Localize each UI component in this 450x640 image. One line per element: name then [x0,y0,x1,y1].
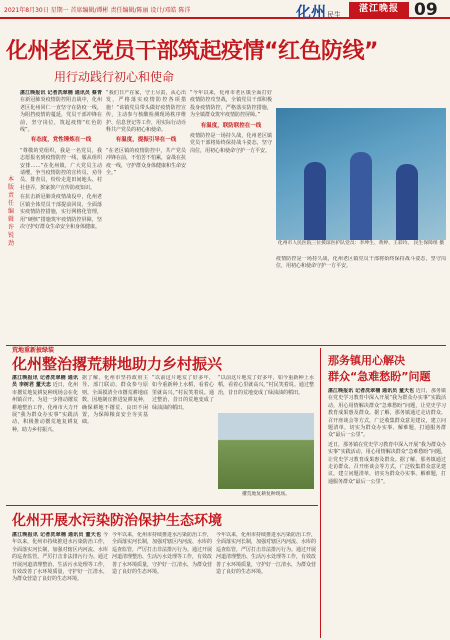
story4-text: 今年以来，化州市持续推进水污染防治工作，全面落实河长制，加强对辖区内河流、水库的巡查监管，严厉打击非法排污行为。通过开展河道清理整治、生活污水处理等工作，有效改善了水环境质量，守护好一江清水，为群众营造了良好的生态环境。 [112,532,212,576]
lead-column-3 [190,90,272,342]
story4-byline: 湛江晚报讯 记者冼翠楠 通讯员 董天也 [12,532,102,538]
section1-title: 有态度，党性锤炼在一线 [30,137,92,144]
photo-caption: 化州市人民医院三位援琼医护队党员：李坤生、黄婷、王彩玲。 民生保障组 摄 [277,241,445,246]
story4-column-3 [216,532,316,638]
lead-paragraph: 疫情防控是一场持久战，化州老区镇党员干部将始终保持战斗姿态，坚守岗位，用初心和使命守护一方平安。 [190,133,272,154]
medic-figure [304,162,326,240]
story2-column-1 [12,375,78,500]
section3-title: 有温度，联防联控在一线 [200,122,262,129]
story2-kicker: 荒地重新披绿装 [12,347,55,354]
lead-headline: 化州老区党员干部筑起疫情“红色防线” [6,39,378,64]
lead-column-1 [20,90,102,342]
medic-figure [396,164,418,240]
section2-title: 有温度，提振引导在一线 [115,137,177,144]
story3-byline: 湛江晚报讯 记者冼翠楠 通讯员 童天也 [328,388,415,394]
lead-subheadline: 用行动践行初心和使命 [54,70,175,84]
section-title: 化州 [296,3,327,21]
story2-column-2 [82,375,148,500]
lead-column-2 [106,90,186,342]
lead-paragraph: 在抗击新冠肺炎疫情战役中，化州老区镇全体党员干部提前回岗，全面落实疫情防控措施，实行网格化管理，用“硬核”措施筑牢疫情防控屏障，坚决守护好群众生命安全和身体健康。 [20,194,102,230]
story3-body [328,388,446,638]
story4-text: 今年以来，化州市持续推进水污染防治工作，全面落实河长制，加强对辖区内河流、水库的巡查监管，严厉打击非法排污行为。通过开展河道清理整治、生活污水处理等工作，有效改善了水环境质量，守护好一江清水，为群众营造了良好的生态环境。 [12,532,108,583]
page-number: 09 [414,0,438,20]
story2-body: 据了解，化州市坚持政府主导、部门联动、群众参与原则，全面摸清全市撂荒耕地底数，因地制宜推进复耕复种，确保耕地不撂荒、良田不闲置，为保障粮食安全夯实基础。 [82,375,148,426]
story3-text: 近日，那务镇在党史学习教育中深入开展“我为群众办实事”实践活动，用心用情解决群众“急难愁盼”问题，让党史学习教育成果惠及群众。据了解，那务镇通过走访群众、召开座谈会等方式，广泛收集群众意见建议，建立问题清单，切实为群众办实事、解难题，打通服务群众“最后一公里”。 [328,388,446,439]
lead-paragraph: “我们日产在家，守土尽责，从心出发，严格落实疫情防控各项措施！”该镇党员带头做好疫情防控宣传，主动参与核酸检测现场秩序维护、信息登记等工作，用实际行动诠释共产党员的初心和使命。 [106,90,186,134]
lead-paragraph: “今年以来，化州市老区镇全面打好疫情防控攻坚战，全镇党员干部积极投身疫情防控，严格落实防控措施，为全镇群众筑牢疫情防控屏障。” [190,90,272,119]
story3-headline: 那务镇用心解决 [328,354,405,367]
lead-byline: 湛江晚报讯 记者冼翠楠 通讯员 蔡青 [20,90,102,96]
page-header [0,0,450,19]
story2-column-3 [152,375,214,500]
date-line: 2021年8月30日 星期一 首席编辑/谭彬 责任编辑/陈丽 设计/邓皓 陈洋 [4,7,191,14]
section-divider [6,505,318,506]
section-name [296,1,341,22]
medical-team-photo [276,108,446,240]
lead-intro: 在新冠肺炎疫情防控阻击战中，化州老区化州同仁一直坚守在防疫一线，为阻挡疫情的蔓延，党员干部冲锋在前，坚守岗位，筑起疫情“红色防线”。 [20,97,102,134]
story4-text: 今年以来，化州市持续推进水污染防治工作，全面落实河长制，加强对辖区内河流、水库的巡查监管，严厉打击非法排污行为。通过开展河道清理整治、生活污水处理等工作，有效改善了水环境质量，守护好一江清水，为群众营造了良好的生态环境。 [216,532,316,576]
section-divider [6,345,446,346]
farmland-caption: 撂荒地复耕复种现场。 [242,492,290,497]
story2-column-4 [218,375,314,411]
story3-text: 近日，那务镇在党史学习教育中深入开展“我为群众办实事”实践活动，用心用情解决群众“急难愁盼”问题，让党史学习教育成果惠及群众。据了解，那务镇通过走访群众、召开座谈会等方式，广泛收集群众意见建议，建立问题清单，切实为群众办实事、解难题，打通服务群众“最后一公里”。 [328,441,446,485]
story4-headline: 化州开展水污染防治保护生态环境 [12,513,222,529]
farmland-photo [218,413,314,489]
story2-byline: 湛江晚报讯 记者冼翠楠 通讯员 李树君 董天忠 [12,375,78,389]
lead-paragraph: “在老区镇的疫情防控中，共产党员冲锋在前，不怕苦不怕累，奋战在抗疫一线，守护群众身体健康和生命安全。” [106,147,186,177]
story2-body: “以前这片地荒了好多年，如今重新种上水稻，看着心里就高兴。”村民笑着说。通过整治，昔日的荒地变成了绿油油的稻田。 [218,375,314,396]
story2-headline: 化州整治撂荒耕地助力乡村振兴 [12,355,223,373]
story4-column-2 [112,532,212,638]
lead-paragraph: 疫情防控是一场持久战，化州老区镇党员干部将始终保持战斗姿态，坚守岗位，用初心和使命守护一方平安。 [276,256,446,270]
story3-headline-2: 群众“急难愁盼”问题 [328,370,431,383]
side-label: 本版责任编辑 许锐劲 [7,176,14,247]
paper-logo: 湛江晚报 [349,2,409,17]
column-rule [320,348,321,638]
story2-body: 近日，化州市撂荒地复耕复种现场会在化州镇召开。为进一步推动撂荒耕地整治工作，化州市大力开展“我为群众办实事”实践活动，积极推动撂荒地复耕复种，助力乡村振兴。 [12,382,78,433]
lead-column-4 [276,256,446,342]
section-tag: 民生 [327,11,342,19]
medic-figure [350,152,372,240]
story2-body: “以前这片地荒了好多年，如今重新种上水稻，看着心里就高兴。”村民笑着说。通过整治，昔日的荒地变成了绿油油的稻田。 [152,375,214,411]
lead-paragraph: “尊敬的党组织，我是一名党员，我志愿报名到疫情防控一线，服从组织安排……”在化州镇，广大党员主动请缨，争当疫情防控的宣传员、劝导员、排查员，纷纷走进田间地头、村社巷弄，挨家挨户宣传防疫知识。 [20,147,102,191]
story4-column-1 [12,532,108,638]
